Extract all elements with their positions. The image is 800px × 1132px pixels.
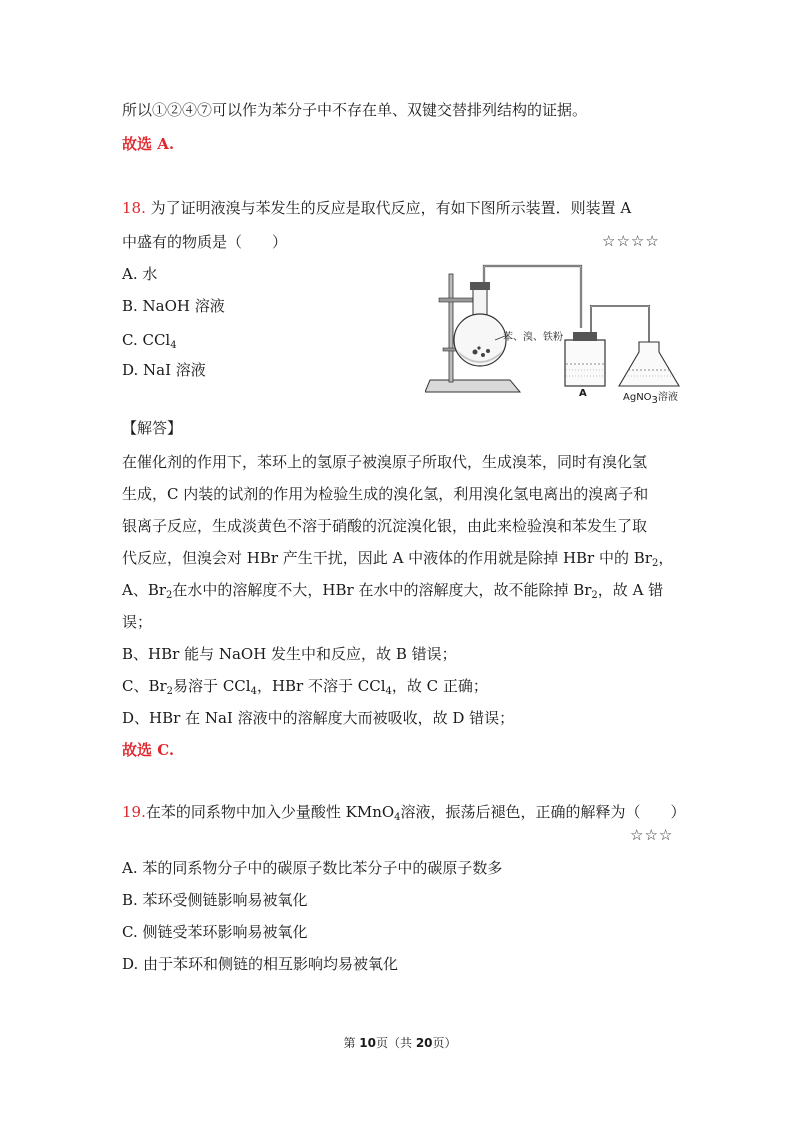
- solution-line-5-b: 在水中的溶解度不大，HBr 在水中的溶解度大，故不能除掉 Br: [172, 581, 592, 599]
- footer-post: 页）: [432, 1036, 457, 1050]
- q19-option-b: B. 苯环受侧链影响易被氧化: [122, 891, 308, 909]
- solution-line-5-a: A、Br: [122, 581, 167, 599]
- q18-stem-text: 为了证明液溴与苯发生的反应是取代反应，有如下图所示装置．则装置 A: [150, 199, 632, 217]
- q18-option-b: B. NaOH 溶液: [122, 297, 225, 315]
- q19-stem-sub: 4: [394, 812, 401, 823]
- page-footer: [0, 1034, 800, 1051]
- q19-option-a: A. 苯的同系物分子中的碳原子数比苯分子中的碳原子数多: [122, 859, 503, 877]
- q19-stem-b: 溶液，振荡后褪色，正确的解释为（ ）: [400, 803, 686, 821]
- beaker-label-text: AgNO: [623, 392, 652, 403]
- solution-line-5-sub1: 2: [166, 590, 173, 601]
- apparatus-figure: [425, 252, 685, 406]
- round-bottom-flask: [454, 314, 506, 366]
- solution-line-8-b: 易溶于 CCl: [173, 677, 251, 695]
- solution-line-8-c: ，HBr 不溶于 CCl: [256, 677, 386, 695]
- q18-number: 18.: [122, 199, 146, 217]
- q18-option-c-sub: 4: [170, 340, 177, 351]
- solution-line-8: [122, 676, 488, 696]
- q19-option-d: D. 由于苯环和侧链的相互影响均易被氧化: [122, 955, 399, 973]
- solution-line-5-c: ，故 A 错: [597, 581, 664, 599]
- beaker-label-sub: 3: [651, 395, 658, 406]
- q18-stem-line1: [122, 198, 631, 218]
- q19-option-c: C. 侧链受苯环影响易被氧化: [122, 923, 308, 941]
- flask-label: 苯、溴、铁粉: [503, 332, 563, 343]
- q19-stem: [122, 802, 686, 822]
- solution-line-9: D、HBr 在 NaI 溶液中的溶解度大而被吸收，故 D 错误；: [122, 709, 515, 727]
- solution-line-1: 在催化剂的作用下，苯环上的氢原子被溴原子所取代，生成溴苯，同时有溴化氢: [122, 453, 648, 471]
- q18-difficulty-stars: ☆☆☆☆: [602, 232, 660, 250]
- answer-line-q18: 故选 C.: [122, 741, 175, 759]
- footer-page-number: 10: [359, 1036, 376, 1050]
- q19-number: 19.: [122, 803, 146, 821]
- flask-stopper: [470, 282, 490, 290]
- intro-text: 所以①②④⑦可以作为苯分子中不存在单、双键交替排列结构的证据。: [122, 101, 588, 119]
- q19-stem-a: 在苯的同系物中加入少量酸性 KMnO: [145, 803, 395, 821]
- stand-rod: [449, 274, 453, 382]
- delivery-tube: [484, 266, 581, 328]
- bottle-stopper: [573, 332, 597, 341]
- q18-option-a: A. 水: [122, 265, 158, 283]
- solution-line-4-sub: 2: [651, 558, 659, 569]
- stand-base: [425, 380, 520, 392]
- solution-line-8-a: C、Br: [122, 677, 167, 695]
- solution-line-5-sub2: 2: [591, 590, 598, 601]
- solution-line-8-sub2: 4: [250, 686, 257, 697]
- solution-line-2: 生成，C 内装的试剂的作用为检验生成的溴化氢，利用溴化氢电离出的溴离子和: [122, 485, 649, 503]
- q18-option-c: [122, 330, 177, 350]
- footer-mid: 页（共: [375, 1036, 416, 1050]
- conical-flask: [619, 342, 679, 386]
- solution-line-4: [122, 548, 673, 568]
- solution-line-8-sub3: 4: [385, 686, 392, 697]
- solution-line-8-d: ，故 C 正确；: [391, 677, 488, 695]
- footer-pre: 第: [343, 1036, 360, 1050]
- beaker-label-suffix: 溶液: [657, 392, 678, 403]
- footer-total-pages: 20: [415, 1036, 433, 1050]
- q18-stem-line2: 中盛有的物质是（ ）: [122, 233, 288, 251]
- solution-line-8-sub1: 2: [166, 686, 174, 697]
- q18-option-c-text: C. CCl: [122, 331, 171, 349]
- apparatus-diagram: [425, 252, 685, 402]
- bottle-label: A: [579, 388, 587, 399]
- answer-line: 故选 A.: [122, 135, 175, 153]
- solution-line-5: [122, 580, 663, 600]
- solution-heading: 【解答】: [122, 419, 183, 437]
- solution-line-4-text: 代反应，但溴会对 HBr 产生干扰，因此 A 中液体的作用就是除掉 HBr 中的 Br: [122, 549, 652, 567]
- beaker-label: [623, 388, 678, 406]
- q18-option-d: D. NaI 溶液: [122, 361, 206, 379]
- solution-line-4-end: ，: [658, 549, 674, 567]
- solution-line-7: B、HBr 能与 NaOH 发生中和反应，故 B 错误；: [122, 645, 457, 663]
- solution-line-3: 银离子反应，生成淡黄色不溶于硝酸的沉淀溴化银，由此来检验溴和苯发生了取: [122, 517, 648, 535]
- gas-bottle-a: [565, 340, 605, 386]
- solution-line-6: 误；: [122, 613, 153, 631]
- q19-difficulty-stars: ☆☆☆: [630, 826, 674, 844]
- flask-neck: [473, 286, 487, 318]
